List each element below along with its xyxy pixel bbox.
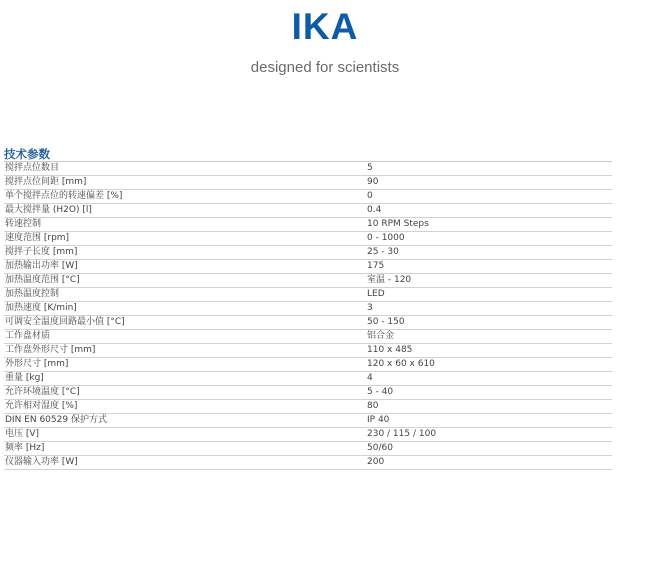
spec-row [4, 442, 612, 456]
spec-value: IP 40 [367, 415, 390, 425]
spec-row [4, 330, 612, 344]
spec-label: 速度范围 [rpm] [5, 233, 70, 243]
spec-label: DIN EN 60529 保护方式 [5, 415, 107, 425]
spec-row [4, 400, 612, 414]
spec-row [4, 386, 612, 400]
spec-row [4, 274, 612, 288]
spec-row [4, 456, 612, 470]
spec-value: 50/60 [367, 443, 393, 453]
spec-value: 200 [367, 457, 385, 467]
spec-label: 加热温度范围 [°C] [5, 275, 80, 285]
spec-value: 230 / 115 / 100 [367, 429, 437, 439]
spec-value: 80 [367, 401, 379, 411]
spec-value: 5 [367, 163, 373, 173]
spec-row [4, 176, 612, 190]
spec-value: 室温 - 120 [367, 275, 412, 285]
spec-value: 25 - 30 [367, 247, 399, 257]
spec-label: 电压 [V] [5, 429, 40, 439]
spec-label: 搅拌点位间距 [mm] [5, 177, 87, 187]
spec-value: 175 [367, 261, 385, 271]
spec-row [4, 302, 612, 316]
spec-label: 工作盘材质 [5, 331, 51, 341]
spec-row [4, 190, 612, 204]
spec-value: 铝合金 [367, 331, 395, 341]
spec-row [4, 204, 612, 218]
spec-row [4, 428, 612, 442]
spec-label: 加热温度控制 [5, 289, 60, 299]
spec-value: 0.4 [367, 205, 382, 215]
tagline: designed for scientists [250, 59, 400, 76]
section-title: 技术参数 [4, 147, 50, 161]
spec-row [4, 344, 612, 358]
spec-label: 加热输出功率 [W] [5, 261, 78, 271]
spec-row [4, 288, 612, 302]
spec-label: 搅拌子长度 [mm] [5, 247, 78, 257]
spec-row [4, 316, 612, 330]
spec-value: LED [367, 289, 385, 299]
spec-value: 5 - 40 [367, 387, 394, 397]
spec-label: 允许环境温度 [°C] [5, 387, 80, 397]
spec-value: 120 x 60 x 610 [367, 359, 435, 369]
spec-value: 90 [367, 177, 379, 187]
ika-logo: IKA [291, 6, 359, 47]
spec-value: 10 RPM Steps [367, 219, 429, 229]
spec-label: 频率 [Hz] [5, 443, 45, 453]
spec-row [4, 260, 612, 274]
spec-row [4, 232, 612, 246]
spec-label: 搅拌点位数目 [5, 163, 60, 173]
spec-label: 仪器输入功率 [W] [5, 457, 78, 467]
spec-value: 0 - 1000 [367, 233, 405, 243]
spec-row [4, 162, 612, 176]
spec-value: 4 [367, 373, 373, 383]
spec-label: 工作盘外形尺寸 [mm] [5, 345, 96, 355]
spec-row [4, 218, 612, 232]
spec-label: 外形尺寸 [mm] [5, 359, 69, 369]
spec-row [4, 414, 612, 428]
spec-label: 可调安全温度回路最小值 [°C] [5, 317, 125, 327]
spec-value: 50 - 150 [367, 317, 405, 327]
spec-row [4, 358, 612, 372]
spec-value: 3 [367, 303, 373, 313]
spec-label: 重量 [kg] [5, 373, 44, 383]
spec-label: 转速控制 [5, 219, 42, 229]
spec-label: 单个搅拌点位的转速偏差 [%] [5, 191, 123, 201]
spec-label: 最大搅拌量 (H2O) [l] [5, 205, 92, 215]
spec-value: 0 [367, 191, 373, 201]
spec-row [4, 246, 612, 260]
spec-label: 加热速度 [K/min] [5, 303, 77, 313]
spec-value: 110 x 485 [367, 345, 413, 355]
spec-table [4, 161, 612, 470]
spec-label: 允许相对湿度 [%] [5, 401, 78, 411]
spec-row [4, 372, 612, 386]
